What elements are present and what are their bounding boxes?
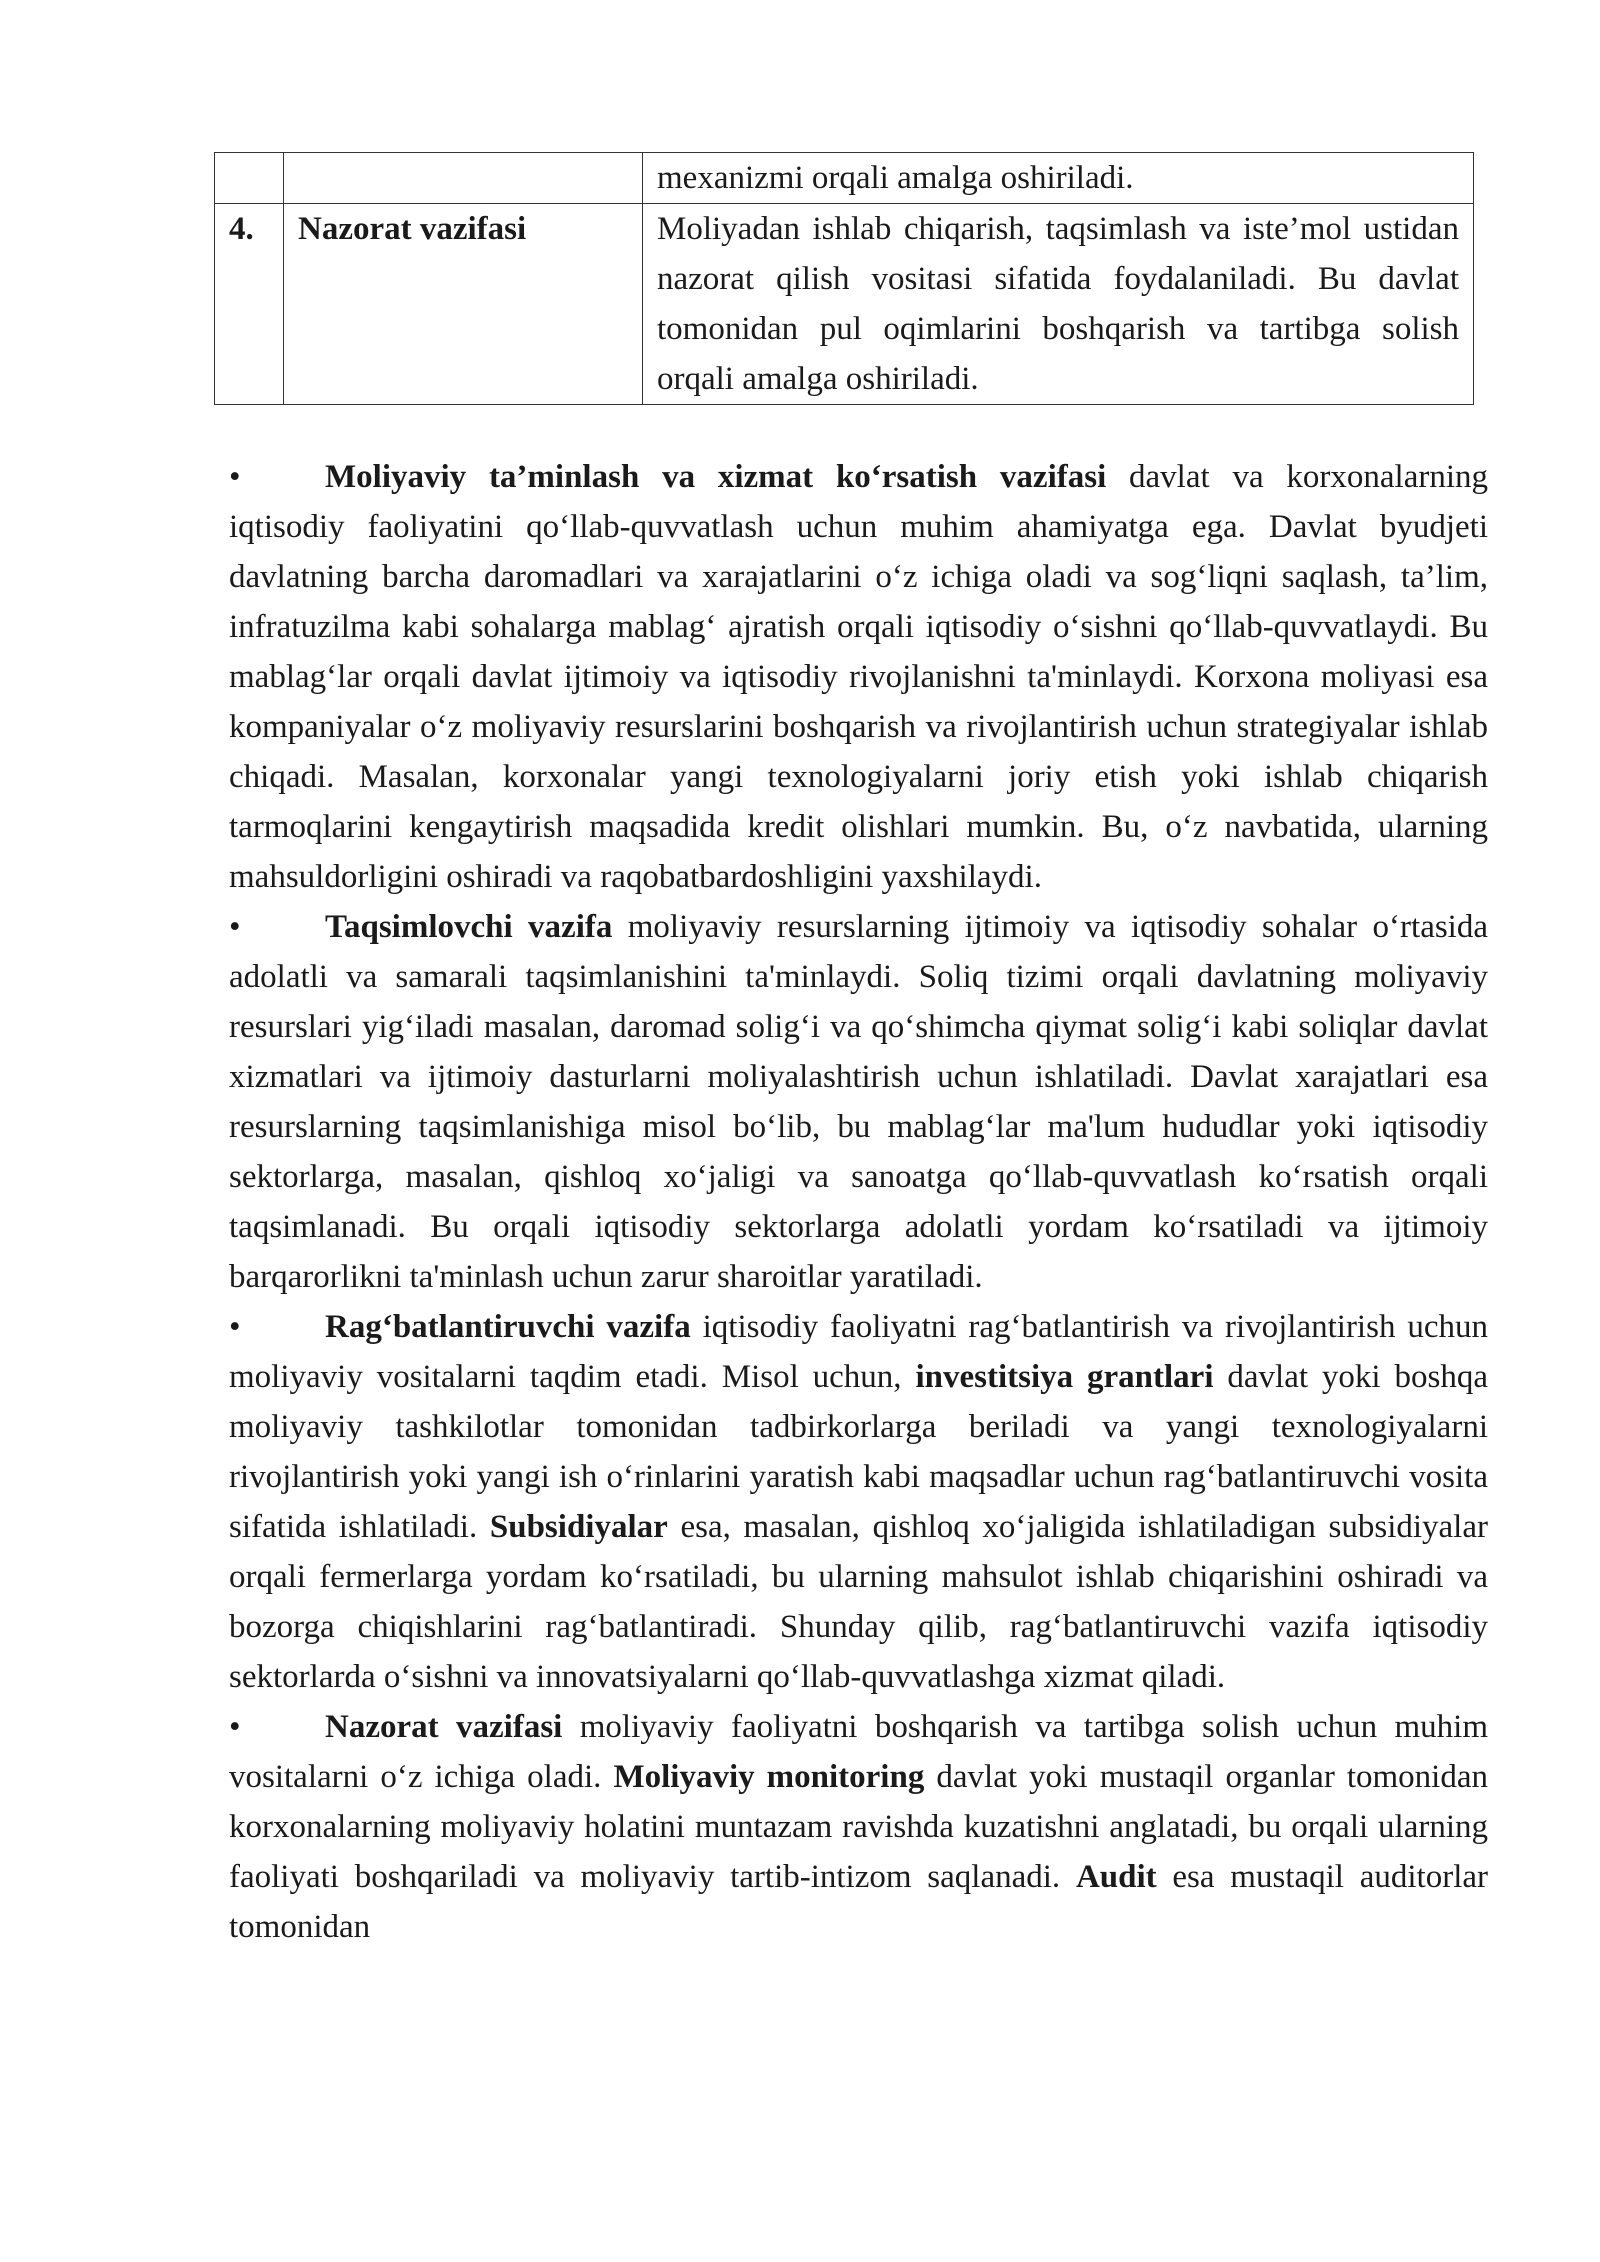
table-cell-description: Moliyadan ishlab chiqarish, taqsimlash va iste’mol ustidan nazorat qilish vositasi sifatida foydalaniladi. Bu davlat tomonidan pul oqimlarini boshqarish va tartibga solish orqali amalga oshiriladi. xyxy=(643,204,1474,405)
paragraph-segment: Moliyaviy monitoring xyxy=(613,1759,925,1795)
paragraph-segment: Rag‘batlantiruvchi vazifa xyxy=(325,1309,691,1345)
paragraph-segment: esa mustaqil auditorlar tomonidan xyxy=(229,1859,1488,1945)
table-cell-number xyxy=(215,153,284,204)
table-row xyxy=(215,153,1474,204)
paragraph-segment: esa, masalan, qishloq xo‘jaligida ishlatiladigan subsidiyalar orqali fermerlarga yordam ko‘rsatiladi, bu ularning mahsulot ishlab chiqarishini oshiradi va bozorga chiqishlarini rag‘batlantiradi. Shunday qilib, rag‘batlantiruvchi vazifa iqtisodiy sektorlarda o‘sishni va innovatsiyalarni qo‘llab-quvvatlashga xizmat qiladi. xyxy=(229,1509,1488,1695)
bullet-paragraph-1 xyxy=(229,452,1488,902)
bullet-paragraph-4 xyxy=(229,1702,1488,1952)
table-cell-number: 4. xyxy=(215,204,284,405)
table-row xyxy=(215,204,1474,405)
table-cell-description: mexanizmi orqali amalga oshiriladi. xyxy=(643,153,1474,204)
table-cell-name: Nazorat vazifasi xyxy=(284,204,643,405)
bullet-icon: • xyxy=(229,459,241,495)
table-cell-name xyxy=(284,153,643,204)
paragraph-segment: davlat va korxonalarning iqtisodiy faoliyatini qo‘llab-quvvatlash uchun muhim ahamiyatga ega. Davlat byudjeti davlatning barcha daromadlari va xarajatlarini o‘z ichiga oladi va sog‘liqni saqlash, ta’lim, infratuzilma kabi sohalarga mablag‘ ajratish orqali iqtisodiy o‘sishni qo‘llab-quvvatlaydi. Bu mablag‘lar orqali davlat ijtimoiy va iqtisodiy rivojlanishni ta'minlaydi. Korxona moliyasi esa kompaniyalar o‘z moliyaviy resurslarini boshqarish va rivojlantirish uchun strategiyalar ishlab chiqadi. Masalan, korxonalar yangi texnologiyalarni joriy etish yoki ishlab chiqarish tarmoqlarini kengaytirish maqsadida kredit olishlari mumkin. Bu, o‘z navbatida, ularning mahsuldorligini oshiradi va raqobatbardoshligini yaxshilaydi. xyxy=(229,459,1488,895)
bullet-icon: • xyxy=(229,1309,241,1345)
bullet-icon: • xyxy=(229,909,241,945)
paragraph-segment: Audit xyxy=(1075,1859,1157,1895)
paragraph-segment: davlat yoki boshqa moliyaviy tashkilotlar tomonidan tadbirkorlarga beriladi va yangi texnologiyalarni rivojlantirish yoki yangi ish o‘rinlarini yaratish kabi maqsadlar uchun rag‘batlantiruvchi vosita sifatida ishlatiladi. xyxy=(229,1359,1488,1545)
paragraph-segment: investitsiya grantlari xyxy=(915,1359,1214,1395)
paragraph-segment: moliyaviy faoliyatni boshqarish va tartibga solish uchun muhim vositalarni o‘z ichiga oladi. xyxy=(229,1709,1488,1795)
paragraph-segment: Subsidiyalar xyxy=(489,1509,668,1545)
functions-table xyxy=(214,152,1474,405)
bullet-paragraph-2 xyxy=(229,902,1488,1302)
paragraph-segment: Moliyaviy ta’minlash va xizmat ko‘rsatish vazifasi xyxy=(325,459,1107,495)
paragraph-segment: Nazorat vazifasi xyxy=(325,1709,563,1745)
paragraph-segment: moliyaviy resurslarning ijtimoiy va iqtisodiy sohalar o‘rtasida adolatli va samarali taqsimlanishini ta'minlaydi. Soliq tizimi orqali davlatning moliyaviy resurslari yig‘iladi masalan, daromad solig‘i va qo‘shimcha qiymat solig‘i kabi soliqlar davlat xizmatlari va ijtimoiy dasturlarni moliyalashtirish uchun ishlatiladi. Davlat xarajatlari esa resurslarning taqsimlanishiga misol bo‘lib, bu mablag‘lar ma'lum hududlar yoki iqtisodiy sektorlarga, masalan, qishloq xo‘jaligi va sanoatga qo‘llab-quvvatlash ko‘rsatish orqali taqsimlanadi. Bu orqali iqtisodiy sektorlarga adolatli yordam ko‘rsatiladi va ijtimoiy barqarorlikni ta'minlash uchun zarur sharoitlar yaratiladi. xyxy=(229,909,1488,1295)
body-text xyxy=(229,452,1488,1952)
bullet-icon: • xyxy=(229,1709,241,1745)
paragraph-segment: Taqsimlovchi vazifa xyxy=(325,909,613,945)
paragraph-segment: iqtisodiy faoliyatni rag‘batlantirish va rivojlantirish uchun moliyaviy vositalarni taqdim etadi. Misol uchun, xyxy=(229,1309,1488,1395)
paragraph-segment: davlat yoki mustaqil organlar tomonidan korxonalarning moliyaviy holatini muntazam ravishda kuzatishni anglatadi, bu orqali ularning faoliyati boshqariladi va moliyaviy tartib-intizom saqlanadi. xyxy=(229,1759,1488,1895)
bullet-paragraph-3 xyxy=(229,1302,1488,1702)
